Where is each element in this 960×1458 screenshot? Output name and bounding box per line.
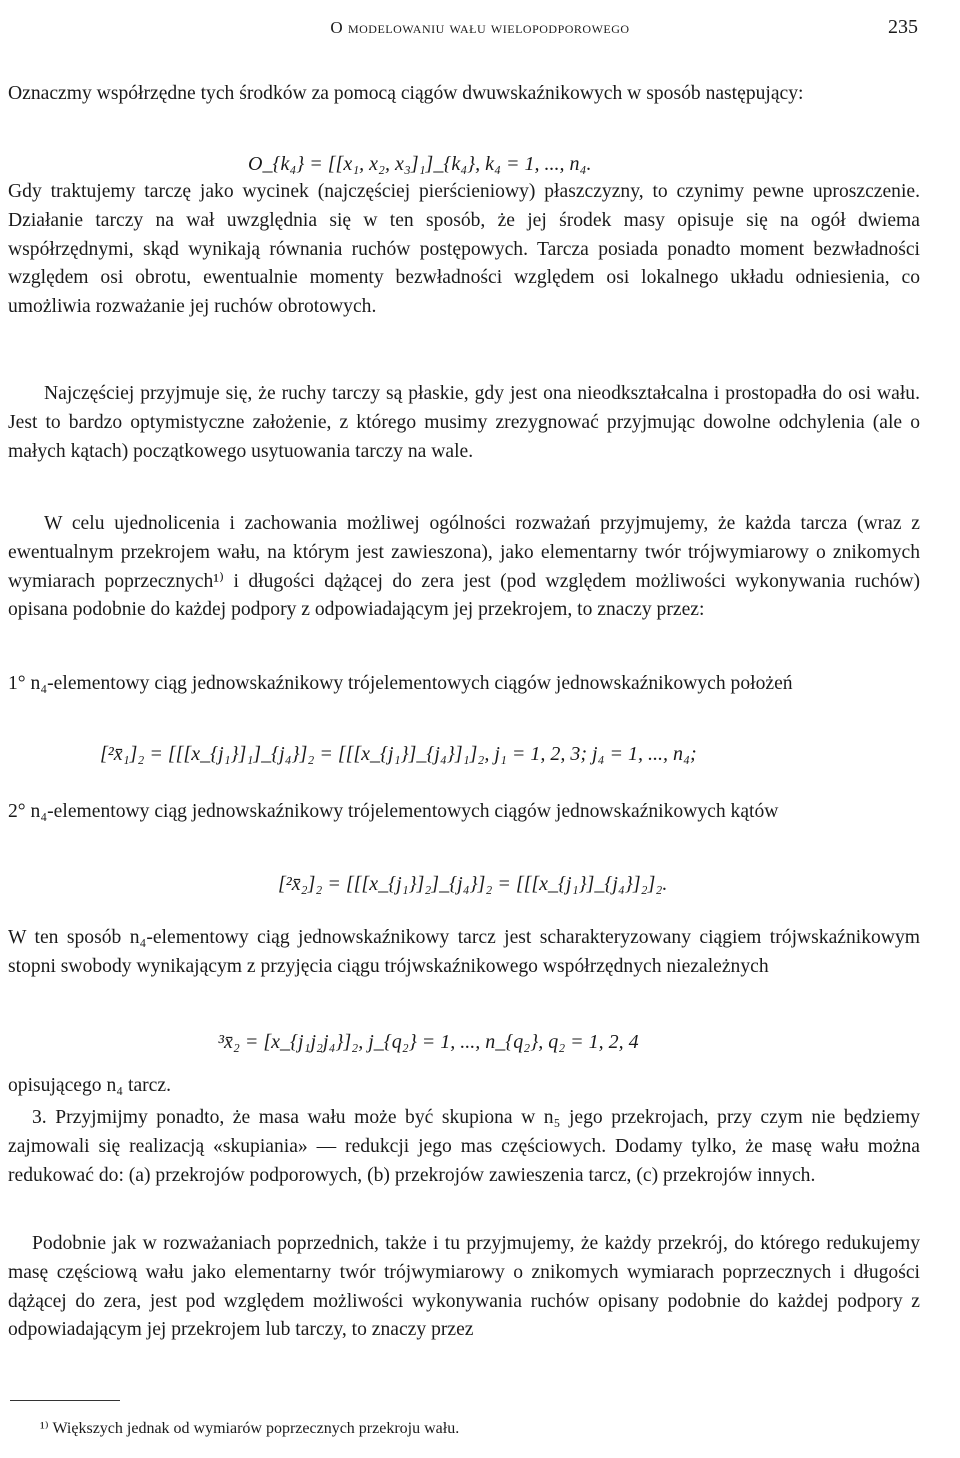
paragraph-1: Oznaczmy współrzędne tych środków za pomocą ciągów dwuwskaźnikowych w sposób następujący: <box>8 83 804 104</box>
paragraph-2: Gdy traktujemy tarczę jako wycinek (najczęściej pierścieniowy) płaszczyzny, to czynimy pewne uproszczenie. Działanie tarczy na wał uwzględnia się w ten sposób, że jej środek masy opisuje się na ogół dwiema współrzędnymi, skąd wynikają równania ruchów postępowych. Tarcza posiada ponadto moment bezwładności względem osi obrotu, ewentualnie momenty bezwładności względem osi lokalnego układu odniesienia, co umożliwia rozważanie jej ruchów obrotowych. <box>8 181 920 318</box>
paragraph-9: 3. Przyjmijmy ponadto, że masa wału może być skupiona w n₅ jego przekrojach, przy czym nie będziemy zajmowali się realizacją «skupiania» — redukcji jego mas częściowych. Dodamy tylko, że masę wału można redukować do: (a) przekrojów podporowych, (b) przekrojów zawieszenia tarcz, (c) przekrojów innych. <box>8 1107 920 1186</box>
footnote-text: Większych jednak od wymiarów poprzecznych przekroju wału. <box>52 1420 460 1437</box>
paragraph-8: opisującego n₄ tarcz. <box>8 1075 171 1096</box>
paragraph-5: 1° n₄-elementowy ciąg jednowskaźnikowy trójelementowych ciągów jednowskaźnikowych położeń <box>8 673 793 694</box>
footnote-rule <box>10 1400 120 1401</box>
page-number: 235 <box>888 16 918 38</box>
equation-1: O_{k₄} = [[x₁, x₂, x₃]₁]_{k₄}, k₄ = 1, ..., n₄. <box>248 153 592 175</box>
equation-3: [²x̄₂]₂ = [[[x_{j₁}]₂]_{j₄}]₂ = [[[x_{j₁}]_{j₄}]₂]₂. <box>278 873 668 895</box>
paragraph-6: 2° n₄-elementowy ciąg jednowskaźnikowy trójelementowych ciągów jednowskaźnikowych kątów <box>8 801 779 822</box>
paragraph-7: W ten sposób n₄-elementowy ciąg jednowskaźnikowy tarcz jest scharakteryzowany ciągiem trójwskaźnikowym stopni swobody wynikającym z przyjęcia ciągu trójwskaźnikowego współrzędnych niezależnych <box>8 927 920 977</box>
footnote <box>40 1418 920 1440</box>
footnote-marker: ¹⁾ <box>40 1420 49 1437</box>
equation-4: ³x̄₂ = [x_{j₁j₂j₄}]₂, j_{q₂} = 1, ..., n_{q₂}, q₂ = 1, 2, 4 <box>218 1031 639 1053</box>
paragraph-3: Najczęściej przyjmuje się, że ruchy tarczy są płaskie, gdy jest ona nieodkształcalna i prostopadła do osi wału. Jest to bardzo optymistyczne założenie, z którego musimy zrezygnować przyjmując dowolne odchylenia (ale o małych kątach) początkowego usytuowania tarczy na wale. <box>8 383 920 462</box>
paragraph-4: W celu ujednolicenia i zachowania możliwej ogólności rozważań przyjmujemy, że każda tarcza (wraz z ewentualnym przekrojem wału, na którym jest zawieszona), jako elementarny twór trójwymiarowy o znikomych wymiarach poprzecznych¹⁾ i długości dążącej do zera jest (pod względem możliwości wykonywania ruchów) opisana podobnie do każdej podpory z odpowiadającym jej przekrojem, to znaczy przez: <box>8 513 920 621</box>
running-header <box>0 14 960 44</box>
header-title: O modelowaniu wału wielopodporowego <box>330 18 630 37</box>
equation-2: [²x̄₁]₂ = [[[x_{j₁}]₁]_{j₄}]₂ = [[[x_{j₁}]_{j₄}]₁]₂, j₁ = 1, 2, 3; j₄ = 1, ..., n₄; <box>100 743 697 765</box>
paragraph-10: Podobnie jak w rozważaniach poprzednich, także i tu przyjmujemy, że każdy przekrój, do którego redukujemy masę częściową wału jako elementarny twór trójwymiarowy o znikomych wymiarach poprzecznych i długości dążącej do zera, jest pod względem możliwości wykonywania ruchów opisany podobnie do każdej podpory z odpowiadającym jej przekrojem lub tarczy, to znaczy przez <box>8 1233 920 1341</box>
